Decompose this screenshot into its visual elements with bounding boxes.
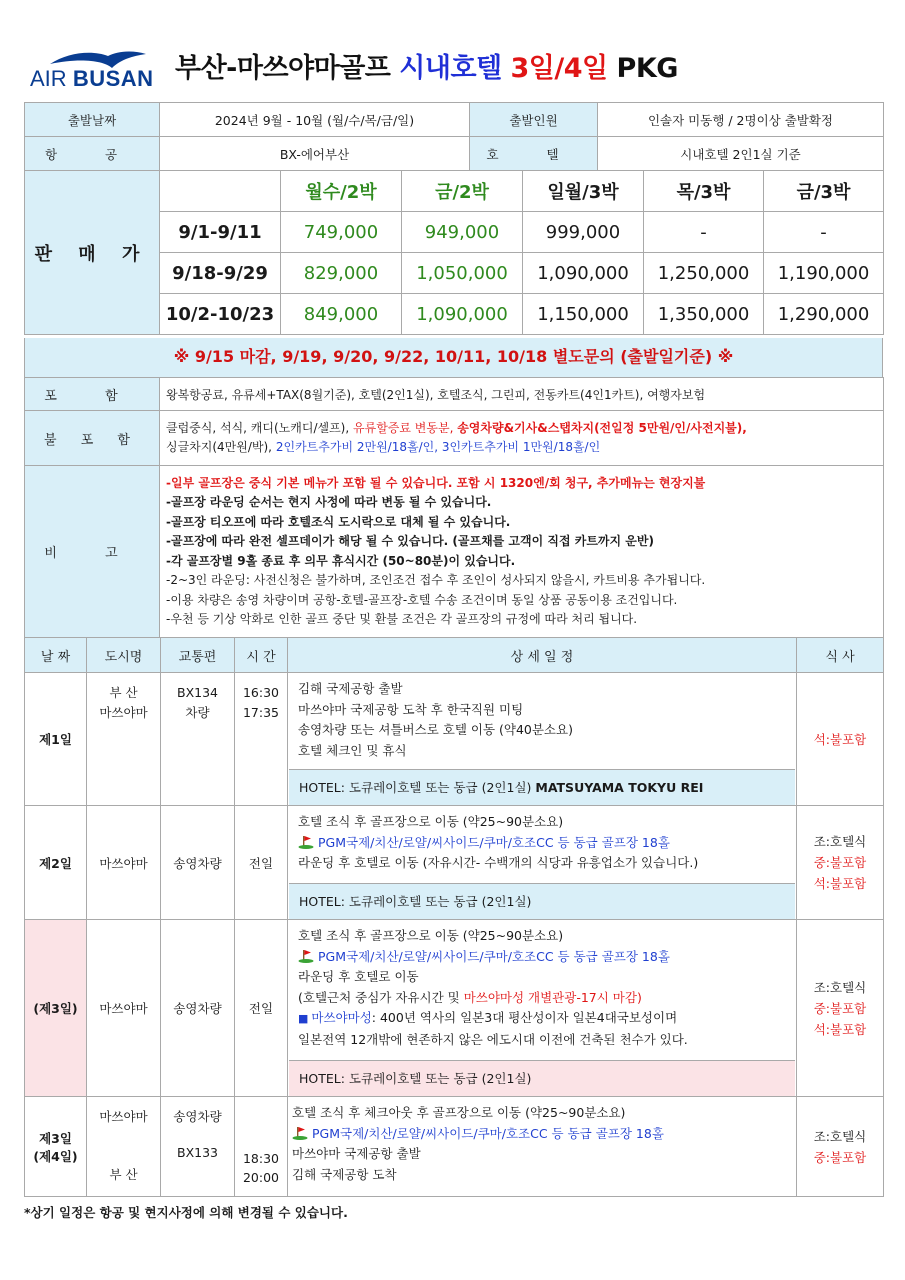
remark-item: -각 골프장별 9홀 종료 후 의무 휴식시간 (50~80분)이 있습니다.	[166, 553, 516, 568]
day1-line: 김해 국제공항 출발	[298, 681, 403, 696]
golf-flag-icon	[298, 835, 314, 849]
day2-row	[25, 806, 884, 920]
remark-item: -우천 등 기상 악화로 인한 골프 중단 및 환불 조건은 각 골프장의 규정에 따라 처리 됩니다.	[166, 612, 638, 626]
depart-date-label: 출발날짜	[25, 103, 160, 137]
price-header-1: 월수/2박	[281, 171, 402, 212]
price-header-5: 금/3박	[764, 171, 884, 212]
hotel-value: 시내호텔 2인1실 기준	[598, 137, 884, 171]
price-cell: -	[644, 212, 764, 253]
air-busan-logo	[30, 48, 155, 96]
day2-transport: 송영차량	[161, 806, 235, 920]
col-city: 도시명	[87, 638, 161, 673]
day2-city: 마쓰야마	[87, 806, 161, 920]
day4-city1: 마쓰야마	[99, 1109, 148, 1124]
price-cell: 1,250,000	[644, 253, 764, 294]
include-label: 포 함	[25, 378, 160, 411]
conditions-table	[24, 377, 884, 638]
day3-line5-a: 마쓰야마성	[311, 1010, 372, 1025]
day1-label: 제1일	[25, 673, 87, 806]
day1-row	[25, 673, 884, 806]
price-header-4: 목/3박	[644, 171, 764, 212]
depart-date-value: 2024년 9월 - 10월 (월/수/목/금/일)	[160, 103, 470, 137]
airline-value: BX-에어부산	[160, 137, 470, 171]
hotel-label: 호 텔	[470, 137, 598, 171]
col-meal: 식 사	[797, 638, 884, 673]
day1-line: 송영차량 또는 셔틀버스로 호텔 이동 (약40분소요)	[298, 722, 573, 737]
day1-time1: 16:30	[242, 685, 280, 700]
schedule-table	[24, 637, 884, 1197]
day3-golf: PGM국제/치산/로얄/씨사이드/쿠마/호조CC 등 동급 골프장 18홀	[318, 948, 670, 964]
col-time: 시 간	[235, 638, 288, 673]
day2-meal3: 석:불포함	[813, 876, 867, 891]
exclude-l2-b: 2인카트추가비 2만원/18홀/인, 3인카트추가비 1만원/18홀/인	[275, 440, 601, 454]
day3-time: 전일	[235, 920, 288, 1097]
day3-label: (제3일)	[25, 920, 87, 1097]
day1-hotel-prefix: HOTEL: 도큐레이호텔 또는 동급 (2인1실)	[299, 780, 532, 795]
airline-label: 항 공	[25, 137, 160, 171]
price-table	[24, 170, 884, 335]
remarks-label: 비 고	[25, 466, 160, 638]
day3-row	[25, 920, 884, 1097]
day1-transport2: 차량	[185, 705, 210, 720]
title-part1: 부산-마쓰야마골프	[175, 53, 391, 84]
day4-golf: PGM국제/치산/로얄/씨사이드/쿠마/호조CC 등 동급 골프장 18홀	[312, 1125, 664, 1141]
golf-flag-icon	[292, 1126, 308, 1140]
day3-city: 마쓰야마	[87, 920, 161, 1097]
golf-flag-icon	[298, 949, 314, 963]
day3-line1: 호텔 조식 후 골프장으로 이동 (약25~90분소요)	[298, 928, 564, 943]
day4-city2: 부 산	[109, 1167, 138, 1182]
title-part4: PKG	[616, 53, 678, 84]
remark-item: -일부 골프장은 중식 기본 메뉴가 포함 될 수 있습니다. 포함 시 1320엔/회 청구, 추가메뉴는 현장지불	[166, 475, 706, 490]
day1-city1: 부 산	[109, 685, 138, 700]
exclude-label: 불 포 함	[25, 411, 160, 466]
day1-transport1: BX134	[177, 685, 218, 700]
depart-people-value: 인솔자 미동행 / 2명이상 출발확정	[598, 103, 884, 137]
square-bullet-icon: ■	[298, 1012, 309, 1025]
price-cell: 849,000	[281, 294, 402, 335]
day1-hotel-name: MATSUYAMA TOKYU REI	[535, 780, 704, 795]
exclude-l1-b: 유류할증료 변동분,	[353, 420, 454, 435]
price-cell: -	[764, 212, 884, 253]
day1-line: 호텔 체크인 및 휴식	[298, 742, 407, 758]
footer-note: *상기 일정은 항공 및 현지사정에 의해 변경될 수 있습니다.	[24, 1205, 348, 1220]
price-cell: 829,000	[281, 253, 402, 294]
price-cell: 1,290,000	[764, 294, 884, 335]
day1-line: 마쓰야마 국제공항 도착 후 한국직원 미팅	[298, 701, 524, 717]
remarks-list	[160, 466, 884, 638]
day3-line3: 라운딩 후 호텔로 이동	[298, 969, 419, 984]
day4-time2: 20:00	[242, 1170, 280, 1185]
price-cell: 1,090,000	[523, 253, 644, 294]
day4-transport1: 송영차량	[173, 1109, 222, 1124]
day3-meal2: 중:불포함	[813, 1000, 867, 1016]
day2-meal2: 중:불포함	[813, 855, 867, 870]
remark-item: -2~3인 라운딩: 사전신청은 불가하며, 조인조건 접수 후 조인이 성사되지 않을시, 카트비용 추가됩니다.	[166, 573, 706, 587]
remark-item: -이용 차량은 송영 차량이며 공항-호텔-골프장-호텔 수송 조건이며 동일 상품 공동이용 조건입니다.	[166, 592, 678, 607]
closing-notice: ※ 9/15 마감, 9/19, 9/20, 9/22, 10/11, 10/18 별도문의 (출발일기준) ※	[24, 338, 883, 378]
include-text: 왕복항공료, 유류세+TAX(8월기준), 호텔(2인1실), 호텔조식, 그린피, 전동카트(4인1카트), 여행자보험	[160, 378, 884, 411]
page-title	[175, 46, 875, 85]
info-table	[24, 102, 884, 171]
remark-item: -골프장에 따라 완전 셀프데이가 해당 될 수 있습니다. (골프채를 고객이 직접 카트까지 운반)	[166, 534, 654, 548]
price-cell: 1,090,000	[402, 294, 523, 335]
title-part2: 시내호텔	[399, 53, 502, 84]
day1-city2: 마쓰야마	[99, 705, 148, 720]
col-detail: 상 세 일 정	[288, 638, 797, 673]
day4-line4: 김해 국제공항 도착	[292, 1166, 397, 1182]
day4-time1: 18:30	[242, 1151, 280, 1166]
price-period: 10/2-10/23	[160, 294, 281, 335]
day4-line3: 마쓰야마 국제공항 출발	[292, 1146, 421, 1161]
col-date: 날 짜	[25, 638, 87, 673]
day3-line5-b: : 400년 역사의 일본3대 평산성이자 일본4대국보성이며	[371, 1010, 678, 1025]
remark-item: -골프장 티오프에 따라 호텔조식 도시락으로 대체 될 수 있습니다.	[166, 514, 511, 529]
day4-transport2: BX133	[177, 1145, 218, 1160]
day4-row	[25, 1097, 884, 1197]
day2-line3: 라운딩 후 호텔로 이동 (자유시간- 수백개의 식당과 유흥업소가 있습니다.)	[298, 855, 699, 870]
remark-item: -골프장 라운딩 순서는 현지 사정에 따라 변동 될 수 있습니다.	[166, 495, 492, 509]
logo-text-busan: BUSAN	[72, 66, 154, 91]
price-cell: 1,050,000	[402, 253, 523, 294]
day4-meal2: 중:불포함	[813, 1149, 867, 1165]
title-part3: 3일/4일	[510, 53, 608, 84]
exclude-text	[160, 411, 884, 466]
day3-meal1: 조:호텔식	[813, 979, 867, 995]
price-period: 9/1-9/11	[160, 212, 281, 253]
price-cell: 949,000	[402, 212, 523, 253]
day4-label2: (제4일)	[33, 1148, 78, 1164]
day1-meal: 석:불포함	[797, 673, 884, 806]
day1-hotel	[289, 769, 795, 805]
day2-meal1: 조:호텔식	[813, 834, 867, 849]
day3-line4-a: (호텔근처 중심가 자유시간 및	[298, 989, 460, 1005]
day2-golf: PGM국제/치산/로얄/씨사이드/쿠마/호조CC 등 동급 골프장 18홀	[318, 834, 670, 850]
day3-meal3: 석:불포함	[813, 1021, 867, 1037]
price-cell: 999,000	[523, 212, 644, 253]
day2-time: 전일	[235, 806, 288, 920]
price-cell: 749,000	[281, 212, 402, 253]
price-header-3: 일월/3박	[523, 171, 644, 212]
day3-line6: 일본전역 12개밖에 현존하지 않은 에도시대 이전에 건축된 천수가 있다.	[298, 1031, 688, 1047]
price-cell: 1,350,000	[644, 294, 764, 335]
price-cell: 1,190,000	[764, 253, 884, 294]
depart-people-label: 출발인원	[470, 103, 598, 137]
day2-hotel: HOTEL: 도큐레이호텔 또는 동급 (2인1실)	[289, 883, 795, 919]
price-label: 판 매 가	[25, 171, 160, 335]
day4-label1: 제3일	[39, 1130, 72, 1146]
day4-meal1: 조:호텔식	[813, 1128, 867, 1144]
exclude-l1-c: 송영차량&기사&스탭차지(전일정 5만원/인/사전지불),	[457, 420, 747, 435]
day2-label: 제2일	[25, 806, 87, 920]
day2-line1: 호텔 조식 후 골프장으로 이동 (약25~90분소요)	[298, 814, 564, 829]
exclude-l1-a: 클럽중식, 석식, 캐디(노캐디/셀프),	[166, 420, 350, 435]
price-corner	[160, 171, 281, 212]
exclude-l2-a: 싱글차지(4만원/박),	[166, 440, 273, 454]
logo-text-air: AIR	[30, 66, 67, 91]
price-period: 9/18-9/29	[160, 253, 281, 294]
day3-line4-b: 마쓰야마성 개별관광-17시 마감)	[463, 989, 642, 1005]
day4-line1: 호텔 조식 후 체크아웃 후 골프장으로 이동 (약25~90분소요)	[292, 1105, 626, 1120]
day3-hotel: HOTEL: 도큐레이호텔 또는 동급 (2인1실)	[289, 1060, 795, 1096]
price-header-2: 금/2박	[402, 171, 523, 212]
day1-time2: 17:35	[242, 705, 280, 720]
price-cell: 1,150,000	[523, 294, 644, 335]
day3-transport: 송영차량	[161, 920, 235, 1097]
col-transport: 교통편	[161, 638, 235, 673]
